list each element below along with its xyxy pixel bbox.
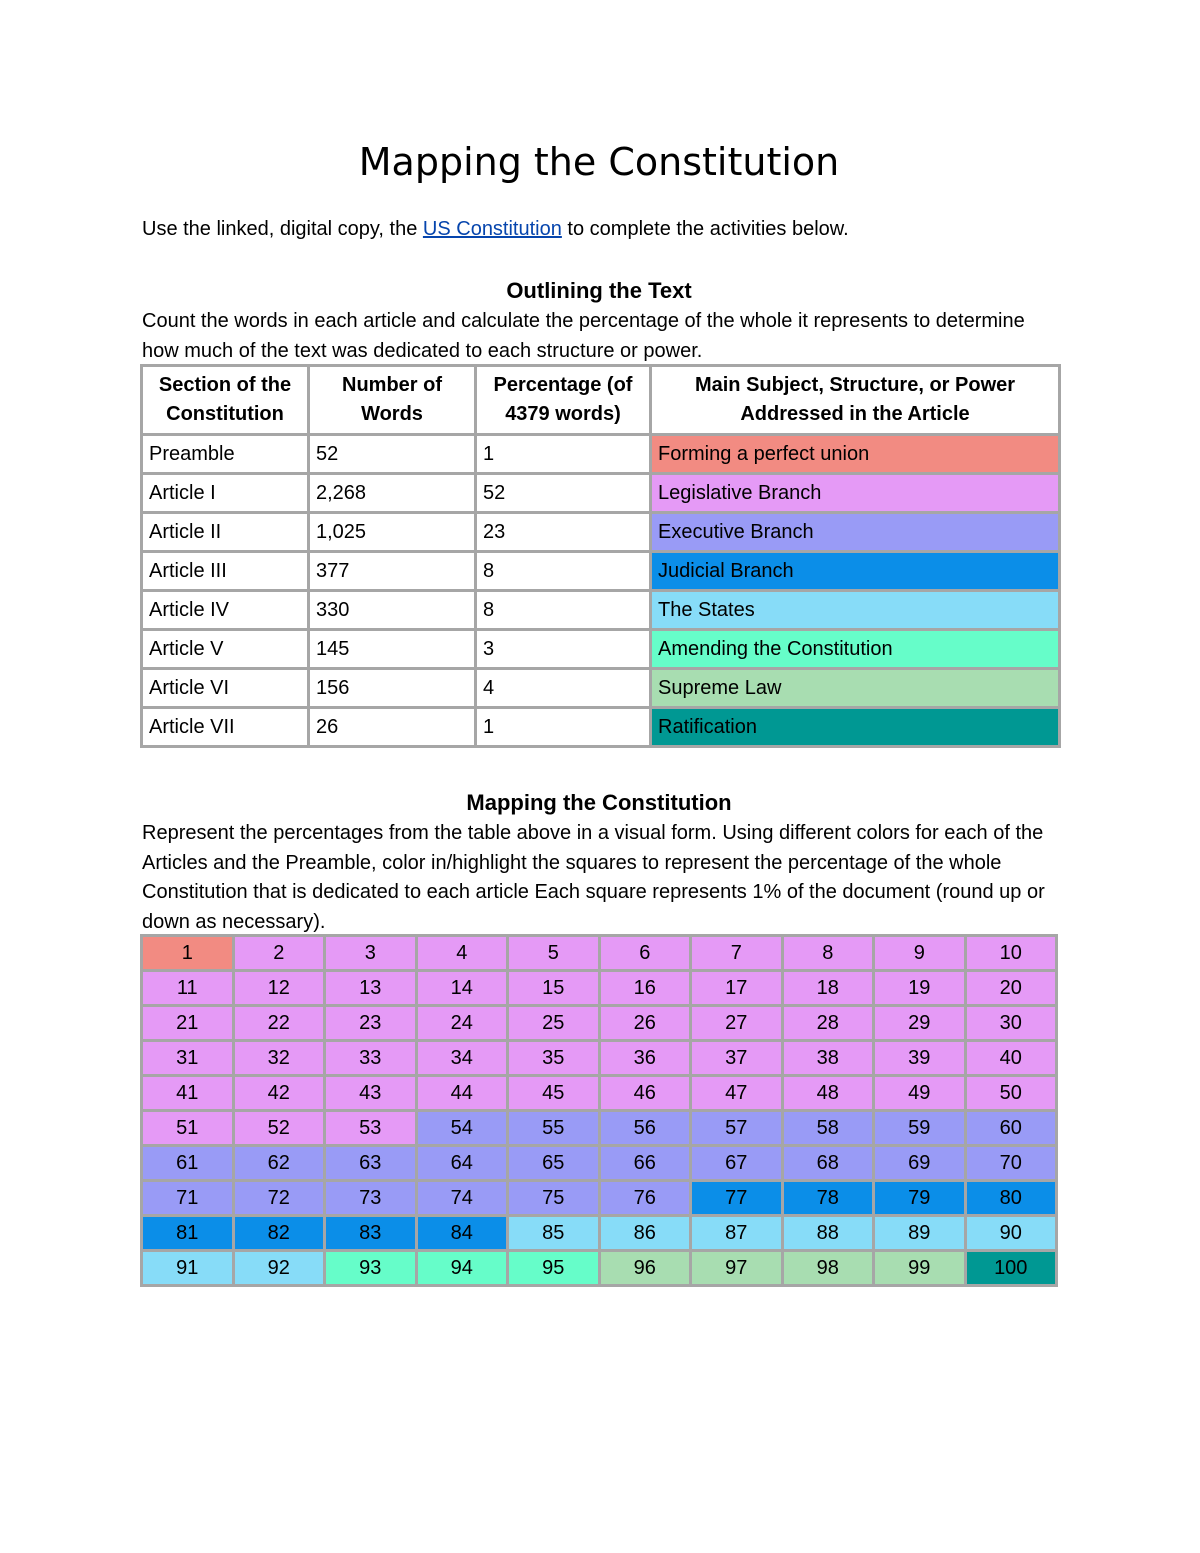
grid-square-84[interactable]: 84	[416, 1216, 508, 1251]
section-cell: Article I	[142, 474, 309, 513]
grid-square-78[interactable]: 78	[782, 1181, 874, 1216]
subject-cell: Executive Branch	[651, 513, 1060, 552]
grid-square-81[interactable]: 81	[142, 1216, 234, 1251]
grid-square-4[interactable]: 4	[416, 936, 508, 971]
header-section: Section of the Constitution	[142, 366, 309, 435]
grid-square-17[interactable]: 17	[691, 971, 783, 1006]
grid-square-10[interactable]: 10	[965, 936, 1057, 971]
words-cell: 330	[309, 591, 476, 630]
grid-square-1[interactable]: 1	[142, 936, 234, 971]
grid-square-7[interactable]: 7	[691, 936, 783, 971]
grid-square-77[interactable]: 77	[691, 1181, 783, 1216]
table-header-row	[142, 366, 1060, 435]
grid-square-97[interactable]: 97	[691, 1251, 783, 1286]
percent-cell: 1	[476, 708, 651, 747]
grid-square-94[interactable]: 94	[416, 1251, 508, 1286]
grid-square-41[interactable]: 41	[142, 1076, 234, 1111]
percent-cell: 23	[476, 513, 651, 552]
grid-square-14[interactable]: 14	[416, 971, 508, 1006]
grid-square-47[interactable]: 47	[691, 1076, 783, 1111]
grid-square-20[interactable]: 20	[965, 971, 1057, 1006]
mapping-instructions: Represent the percentages from the table above in a visual form. Using different colors for each of the Articles and the Preamble, color in/highlight the squares to represent the percentage of the whole Constitution that is dedicated to each article Each square represents 1% of the document (round up or down as necessary).	[142, 822, 1045, 933]
percent-cell: 8	[476, 552, 651, 591]
grid-square-53[interactable]: 53	[325, 1111, 417, 1146]
header-percentage: Percentage (of 4379 words)	[476, 366, 651, 435]
table-row	[142, 708, 1060, 747]
intro-text	[142, 218, 849, 241]
grid-square-82[interactable]: 82	[233, 1216, 325, 1251]
words-cell: 2,268	[309, 474, 476, 513]
grid-square-38[interactable]: 38	[782, 1041, 874, 1076]
words-cell: 1,025	[309, 513, 476, 552]
grid-square-40[interactable]: 40	[965, 1041, 1057, 1076]
grid-square-5[interactable]: 5	[508, 936, 600, 971]
grid-square-24[interactable]: 24	[416, 1006, 508, 1041]
grid-row	[142, 936, 1057, 971]
grid-square-13[interactable]: 13	[325, 971, 417, 1006]
grid-row	[142, 971, 1057, 1006]
grid-square-79[interactable]: 79	[874, 1181, 966, 1216]
grid-square-27[interactable]: 27	[691, 1006, 783, 1041]
grid-square-44[interactable]: 44	[416, 1076, 508, 1111]
percent-cell: 8	[476, 591, 651, 630]
grid-square-99[interactable]: 99	[874, 1251, 966, 1286]
grid-square-64[interactable]: 64	[416, 1146, 508, 1181]
grid-square-36[interactable]: 36	[599, 1041, 691, 1076]
grid-square-56[interactable]: 56	[599, 1111, 691, 1146]
section-cell: Article II	[142, 513, 309, 552]
grid-row	[142, 1041, 1057, 1076]
section-cell: Article VI	[142, 669, 309, 708]
section-cell: Preamble	[142, 435, 309, 474]
grid-square-100[interactable]: 100	[965, 1251, 1057, 1286]
grid-row	[142, 1181, 1057, 1216]
subject-cell: Judicial Branch	[651, 552, 1060, 591]
grid-square-87[interactable]: 87	[691, 1216, 783, 1251]
percent-cell: 4	[476, 669, 651, 708]
subject-cell: The States	[651, 591, 1060, 630]
grid-square-6[interactable]: 6	[599, 936, 691, 971]
grid-square-51[interactable]: 51	[142, 1111, 234, 1146]
section-cell: Article VII	[142, 708, 309, 747]
grid-square-23[interactable]: 23	[325, 1006, 417, 1041]
grid-square-86[interactable]: 86	[599, 1216, 691, 1251]
grid-square-61[interactable]: 61	[142, 1146, 234, 1181]
grid-square-95[interactable]: 95	[508, 1251, 600, 1286]
grid-square-58[interactable]: 58	[782, 1111, 874, 1146]
grid-square-31[interactable]: 31	[142, 1041, 234, 1076]
grid-square-8[interactable]: 8	[782, 936, 874, 971]
table-row	[142, 474, 1060, 513]
subject-cell: Forming a perfect union	[651, 435, 1060, 474]
percent-cell: 3	[476, 630, 651, 669]
subject-cell: Amending the Constitution	[651, 630, 1060, 669]
grid-square-89[interactable]: 89	[874, 1216, 966, 1251]
grid-square-76[interactable]: 76	[599, 1181, 691, 1216]
grid-square-93[interactable]: 93	[325, 1251, 417, 1286]
grid-square-71[interactable]: 71	[142, 1181, 234, 1216]
grid-square-80[interactable]: 80	[965, 1181, 1057, 1216]
grid-square-91[interactable]: 91	[142, 1251, 234, 1286]
grid-square-3[interactable]: 3	[325, 936, 417, 971]
grid-square-18[interactable]: 18	[782, 971, 874, 1006]
grid-square-49[interactable]: 49	[874, 1076, 966, 1111]
grid-square-22[interactable]: 22	[233, 1006, 325, 1041]
table-row	[142, 669, 1060, 708]
grid-square-21[interactable]: 21	[142, 1006, 234, 1041]
word-count-table	[140, 364, 1061, 748]
grid-square-26[interactable]: 26	[599, 1006, 691, 1041]
grid-square-63[interactable]: 63	[325, 1146, 417, 1181]
grid-row	[142, 1251, 1057, 1286]
words-cell: 26	[309, 708, 476, 747]
grid-square-55[interactable]: 55	[508, 1111, 600, 1146]
grid-square-35[interactable]: 35	[508, 1041, 600, 1076]
grid-square-50[interactable]: 50	[965, 1076, 1057, 1111]
section-cell: Article III	[142, 552, 309, 591]
grid-square-48[interactable]: 48	[782, 1076, 874, 1111]
header-subject: Main Subject, Structure, or Power Addressed in the Article	[651, 366, 1060, 435]
intro-before: Use the linked, digital copy, the	[142, 218, 423, 240]
grid-square-25[interactable]: 25	[508, 1006, 600, 1041]
grid-square-39[interactable]: 39	[874, 1041, 966, 1076]
grid-square-62[interactable]: 62	[233, 1146, 325, 1181]
grid-square-65[interactable]: 65	[508, 1146, 600, 1181]
grid-square-92[interactable]: 92	[233, 1251, 325, 1286]
grid-square-2[interactable]: 2	[233, 936, 325, 971]
percentage-grid	[140, 934, 1058, 1287]
outline-heading: Outlining the Text	[506, 278, 692, 303]
words-cell: 52	[309, 435, 476, 474]
words-cell: 145	[309, 630, 476, 669]
grid-square-69[interactable]: 69	[874, 1146, 966, 1181]
header-words: Number of Words	[309, 366, 476, 435]
grid-square-32[interactable]: 32	[233, 1041, 325, 1076]
grid-square-70[interactable]: 70	[965, 1146, 1057, 1181]
grid-row	[142, 1146, 1057, 1181]
grid-square-34[interactable]: 34	[416, 1041, 508, 1076]
outline-instructions: Count the words in each article and calculate the percentage of the whole it represents to determine how much of the text was dedicated to each structure or power.	[142, 310, 1025, 362]
grid-square-66[interactable]: 66	[599, 1146, 691, 1181]
grid-square-46[interactable]: 46	[599, 1076, 691, 1111]
page-title: Mapping the Constitution	[358, 140, 840, 184]
percent-cell: 52	[476, 474, 651, 513]
grid-square-90[interactable]: 90	[965, 1216, 1057, 1251]
table-row	[142, 552, 1060, 591]
grid-square-67[interactable]: 67	[691, 1146, 783, 1181]
subject-cell: Supreme Law	[651, 669, 1060, 708]
us-constitution-link[interactable]: US Constitution	[422, 218, 562, 240]
table-row	[142, 513, 1060, 552]
grid-square-68[interactable]: 68	[782, 1146, 874, 1181]
grid-square-72[interactable]: 72	[233, 1181, 325, 1216]
grid-square-74[interactable]: 74	[416, 1181, 508, 1216]
grid-square-54[interactable]: 54	[416, 1111, 508, 1146]
subject-cell: Ratification	[651, 708, 1060, 747]
grid-square-45[interactable]: 45	[508, 1076, 600, 1111]
grid-square-96[interactable]: 96	[599, 1251, 691, 1286]
intro-after: to complete the activities below.	[561, 218, 849, 240]
grid-square-16[interactable]: 16	[599, 971, 691, 1006]
table-row	[142, 435, 1060, 474]
percent-cell: 1	[476, 435, 651, 474]
grid-square-29[interactable]: 29	[874, 1006, 966, 1041]
grid-square-59[interactable]: 59	[874, 1111, 966, 1146]
section-cell: Article V	[142, 630, 309, 669]
grid-square-88[interactable]: 88	[782, 1216, 874, 1251]
grid-square-28[interactable]: 28	[782, 1006, 874, 1041]
grid-row	[142, 1216, 1057, 1251]
mapping-heading: Mapping the Constitution	[466, 790, 732, 815]
grid-square-30[interactable]: 30	[965, 1006, 1057, 1041]
table-row	[142, 630, 1060, 669]
words-cell: 377	[309, 552, 476, 591]
grid-square-98[interactable]: 98	[782, 1251, 874, 1286]
grid-row	[142, 1006, 1057, 1041]
grid-square-11[interactable]: 11	[142, 971, 234, 1006]
grid-square-15[interactable]: 15	[508, 971, 600, 1006]
grid-square-75[interactable]: 75	[508, 1181, 600, 1216]
grid-row	[142, 1111, 1057, 1146]
grid-square-52[interactable]: 52	[233, 1111, 325, 1146]
grid-square-42[interactable]: 42	[233, 1076, 325, 1111]
grid-square-12[interactable]: 12	[233, 971, 325, 1006]
grid-square-43[interactable]: 43	[325, 1076, 417, 1111]
grid-square-85[interactable]: 85	[508, 1216, 600, 1251]
grid-square-9[interactable]: 9	[874, 936, 966, 971]
words-cell: 156	[309, 669, 476, 708]
grid-square-57[interactable]: 57	[691, 1111, 783, 1146]
grid-square-19[interactable]: 19	[874, 971, 966, 1006]
grid-square-37[interactable]: 37	[691, 1041, 783, 1076]
table-row	[142, 591, 1060, 630]
section-cell: Article IV	[142, 591, 309, 630]
grid-row	[142, 1076, 1057, 1111]
grid-square-73[interactable]: 73	[325, 1181, 417, 1216]
grid-square-83[interactable]: 83	[325, 1216, 417, 1251]
subject-cell: Legislative Branch	[651, 474, 1060, 513]
grid-square-60[interactable]: 60	[965, 1111, 1057, 1146]
grid-square-33[interactable]: 33	[325, 1041, 417, 1076]
